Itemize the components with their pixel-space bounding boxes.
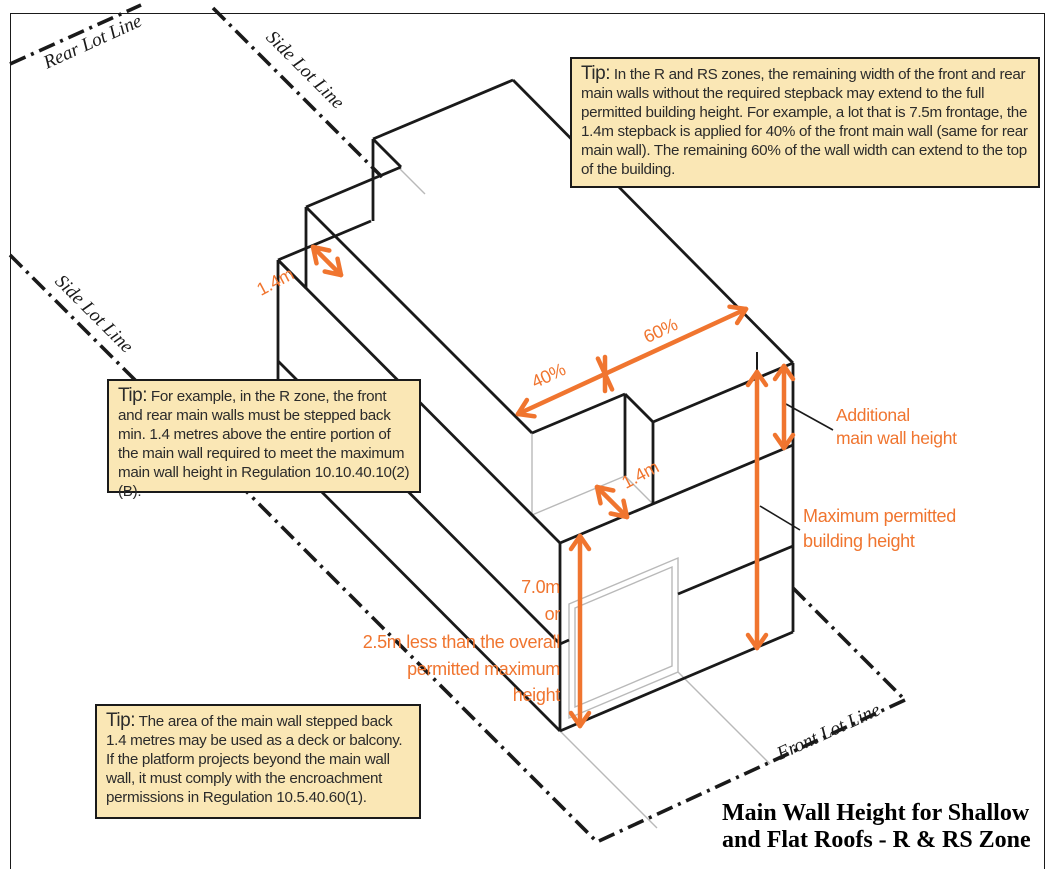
- ground-projection-right: [678, 672, 770, 764]
- width-60-label: 60%: [640, 314, 681, 348]
- tip-text: The area of the main wall stepped back 1.4 metres may be used as a deck or balcony. If the platform projects beyond the main wall wall, it must comply with the encroachment permissions in Regulation 10.5.40.60(1).: [106, 713, 403, 806]
- side-lot-line-right-upper: [213, 8, 382, 177]
- side-lot-line-right-lower: [793, 588, 905, 700]
- rear-stepback-label: 1.4m: [253, 263, 298, 300]
- tip-box-stepback-rule: [107, 379, 421, 500]
- svg-text:7.0m: 7.0m: [521, 577, 560, 597]
- diagram-title-line2: and Flat Roofs - R & RS Zone: [722, 827, 1031, 853]
- tip-prefix: Tip:: [118, 385, 147, 406]
- front-lot-line-label: Front Lot Line: [773, 699, 884, 765]
- side-lot-line-right-label: Side Lot Line: [261, 26, 349, 114]
- diagram-title-line1: Main Wall Height for Shallow: [722, 800, 1030, 826]
- main-wall-height-arrow: [571, 536, 589, 726]
- tip-prefix: Tip:: [106, 710, 135, 731]
- max-building-height-arrow: [748, 372, 766, 648]
- svg-text:building height: building height: [803, 531, 915, 551]
- tip-prefix: Tip:: [581, 63, 610, 84]
- main-wall-height-label: [363, 577, 561, 705]
- svg-text:2.5m less than the overall: 2.5m less than the overall: [362, 632, 560, 652]
- garage-door-outer: [569, 558, 678, 718]
- additional-height-label: [836, 405, 957, 448]
- rear-lot-line-label: Rear Lot Line: [40, 10, 146, 74]
- max-building-height-label: [803, 506, 956, 551]
- svg-text:Maximum permitted: Maximum permitted: [803, 506, 956, 526]
- width-40-label: 40%: [528, 359, 569, 393]
- tip-text: For example, in the R zone, the front and rear main walls must be stepped back min. 1.4 metres above the entire portion of the main wall required to meet the maximum main wall height in Regulation 10.10.40.10(2)(B).: [118, 388, 410, 500]
- building-hidden-edges: [399, 168, 770, 828]
- svg-text:main wall height: main wall height: [836, 428, 957, 448]
- ground-projection-left: [560, 731, 657, 828]
- side-lot-line-left-label: Side Lot Line: [50, 270, 138, 358]
- garage-door-inner: [575, 567, 672, 707]
- front-stepback-arrow: [597, 487, 627, 517]
- front-stepback-label: 1.4m: [618, 456, 663, 493]
- tip-text: In the R and RS zones, the remaining width of the front and rear main walls without the required stepback may extend to the full permitted building height. For example, a lot that is 7.5m frontage, the 1.4m stepback is applied for 40% of the front main wall (same for rear main wall). The remaining 60% of the wall width can extend to the top of the building.: [581, 66, 1028, 178]
- svg-text:or: or: [544, 604, 560, 624]
- diagram-title: [722, 800, 1042, 854]
- svg-text:height: height: [512, 685, 560, 705]
- tip-box-stepback-width: [570, 57, 1040, 188]
- svg-text:Additional: Additional: [836, 405, 910, 425]
- svg-text:permitted maximum: permitted maximum: [407, 659, 560, 679]
- tip-box-deck-balcony: [95, 704, 421, 819]
- rear-stepback-arrow: [313, 247, 341, 275]
